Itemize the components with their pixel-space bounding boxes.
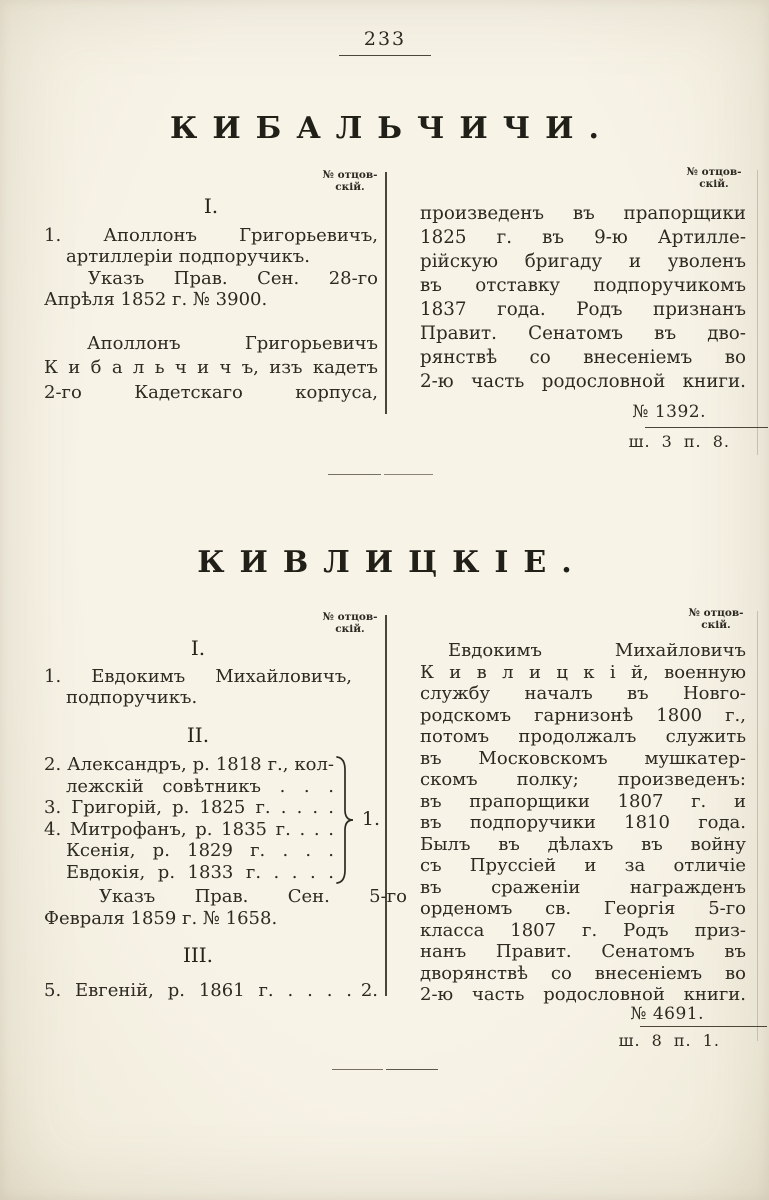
father-number-column-header xyxy=(321,169,379,193)
entry-line: 4. Митрофанъ, р. 1835 г. . . . xyxy=(44,818,334,840)
entry-paragraph-line: потомъ продолжалъ служить xyxy=(420,726,746,747)
section1-left-column xyxy=(44,196,378,405)
section-title-kivlitskie: КИВЛИЦКІЕ. xyxy=(197,545,587,580)
entry-line: 2. Александръ, р. 1818 г., кол- xyxy=(44,754,334,775)
entry-paragraph-line: въ подпоручики 1810 года. xyxy=(420,812,746,833)
entry-paragraph-line: класса 1807 г. Родъ приз- xyxy=(420,919,746,941)
entry-paragraph-line: 2-ю часть родословной книги. xyxy=(420,371,746,392)
entry-paragraph-line: съ Пруссіей и за отличіе xyxy=(420,855,746,876)
father-reference-number: 2. xyxy=(360,979,378,1001)
entry-line: Ксенія, р. 1829 г. . . . xyxy=(66,840,334,861)
section-divider xyxy=(328,474,381,475)
entry-paragraph-line: произведенъ въ прапорщики xyxy=(420,203,746,224)
father-number-header-line1: № отцов- xyxy=(686,166,742,178)
decree-line: Апрѣля 1852 г. № 3900. xyxy=(44,289,268,310)
entry-paragraph-line: К и в л и ц к і й, военную xyxy=(420,661,746,683)
entry-paragraph-line: дворянствѣ со внесеніемъ во xyxy=(420,962,746,984)
entry-paragraph-line: 1825 г. въ 9-ю Артилле- xyxy=(420,227,746,248)
section-divider xyxy=(384,474,433,475)
section2-left-column xyxy=(44,636,407,1001)
father-number-header-line1: № отцов- xyxy=(322,169,378,181)
entry-paragraph-line: рянствѣ со внесеніемъ во xyxy=(420,347,746,368)
father-number-header-line2: скій. xyxy=(335,623,365,635)
entry-paragraph-line: въ отставку подпоручикомъ xyxy=(420,275,746,296)
father-number-column-header xyxy=(685,166,743,190)
right-margin-rule xyxy=(757,170,758,455)
entry-paragraph-line: службу началъ въ Новго- xyxy=(420,683,746,704)
entry-line: 3. Григорій, р. 1825 г. . . . . xyxy=(44,797,334,818)
entry-paragraph-line: Былъ въ дѣлахъ въ войну xyxy=(420,833,746,855)
generation-heading-2: II. xyxy=(186,722,210,747)
family-group-brace xyxy=(334,754,356,886)
father-number-header-line1: № отцов- xyxy=(688,607,744,619)
entry-line: 1. Аполлонъ Григорьевичъ, xyxy=(44,224,378,246)
section1-right-column xyxy=(420,202,746,394)
entry-paragraph-line: нанъ Правит. Сенатомъ въ xyxy=(420,941,746,962)
shelf-mark: ш. 8 п. 1. xyxy=(618,1031,720,1050)
entry-paragraph-line: въ Московскомъ мушкатер- xyxy=(420,747,746,769)
case-number-rule xyxy=(640,1026,767,1027)
entry-paragraph-line: К и б а л ь ч и ч ъ, изъ кадетъ xyxy=(44,357,378,378)
sibling-group xyxy=(44,754,382,886)
entry-line: Евдокія, р. 1833 г. . . . . xyxy=(66,861,334,883)
generation-heading-1: I. xyxy=(190,636,206,660)
case-number: № 1392. xyxy=(632,402,706,422)
page-number: 233 xyxy=(339,28,431,56)
entry-line: 5. Евгеній, р. 1861 г. . . . . xyxy=(44,979,352,1001)
father-number-column-header xyxy=(687,607,745,631)
decree-line: Февраля 1859 г. № 1658. xyxy=(44,907,278,929)
entry-line: артиллеріи подпоручикъ. xyxy=(66,246,310,267)
case-number: № 4691. xyxy=(630,1004,704,1024)
shelf-mark: ш. 3 п. 8. xyxy=(628,432,730,451)
entry-paragraph-line: 2-ю часть родословной книги. xyxy=(420,984,746,1005)
generation-heading-1: I. xyxy=(203,194,219,218)
generation-heading-3: III. xyxy=(182,943,214,967)
father-number-header-line2: скій. xyxy=(335,181,365,193)
decree-line: Указъ Прав. Сен. 28-го xyxy=(88,267,378,289)
entry-line: 1. Евдокимъ Михайловичъ, xyxy=(44,665,352,687)
entry-paragraph-line: скомъ полку; произведенъ: xyxy=(420,769,746,790)
entry-paragraph-line: 1837 года. Родъ признанъ xyxy=(420,299,746,320)
column-divider-rule xyxy=(385,615,387,996)
father-reference-number: 1. xyxy=(361,808,380,831)
entry-paragraph-line: родскомъ гарнизонѣ 1800 г., xyxy=(420,704,746,726)
right-margin-rule xyxy=(757,611,758,1041)
section-divider xyxy=(332,1069,383,1070)
entry-paragraph-line: въ прапорщики 1807 г. и xyxy=(420,790,746,812)
entry-row xyxy=(44,980,378,1002)
section-title-kibalchichi: КИБАЛЬЧИЧИ. xyxy=(170,111,614,146)
section2-right-column xyxy=(420,640,746,1006)
entry-paragraph-line: Евдокимъ Михайловичъ xyxy=(448,640,746,661)
entry-paragraph-line: рійскую бригаду и уволенъ xyxy=(420,251,746,272)
decree-line: Указъ Прав. Сен. 5-го xyxy=(99,886,407,907)
section-divider xyxy=(386,1069,438,1070)
entry-paragraph-line: Аполлонъ Григорьевичъ xyxy=(87,332,378,354)
entry-paragraph-line: Правит. Сенатомъ въ дво- xyxy=(420,323,746,344)
curly-brace-icon xyxy=(334,754,356,886)
column-divider-rule xyxy=(385,172,387,414)
father-number-header-line2: скій. xyxy=(701,619,731,631)
father-number-header-line1: № отцов- xyxy=(322,611,378,623)
entry-paragraph-line: 2-го Кадетскаго корпуса, xyxy=(44,381,378,403)
case-number-rule xyxy=(645,427,768,428)
father-number-header-line2: скій. xyxy=(699,178,729,190)
entry-line: лежскій совѣтникъ . . . xyxy=(66,775,334,797)
father-number-column-header xyxy=(321,611,379,635)
entry-paragraph-line: въ сраженіи награжденъ xyxy=(420,876,746,898)
entry-line: подпоручикъ. xyxy=(66,687,198,708)
entry-paragraph-line: орденомъ св. Георгія 5-го xyxy=(420,898,746,919)
